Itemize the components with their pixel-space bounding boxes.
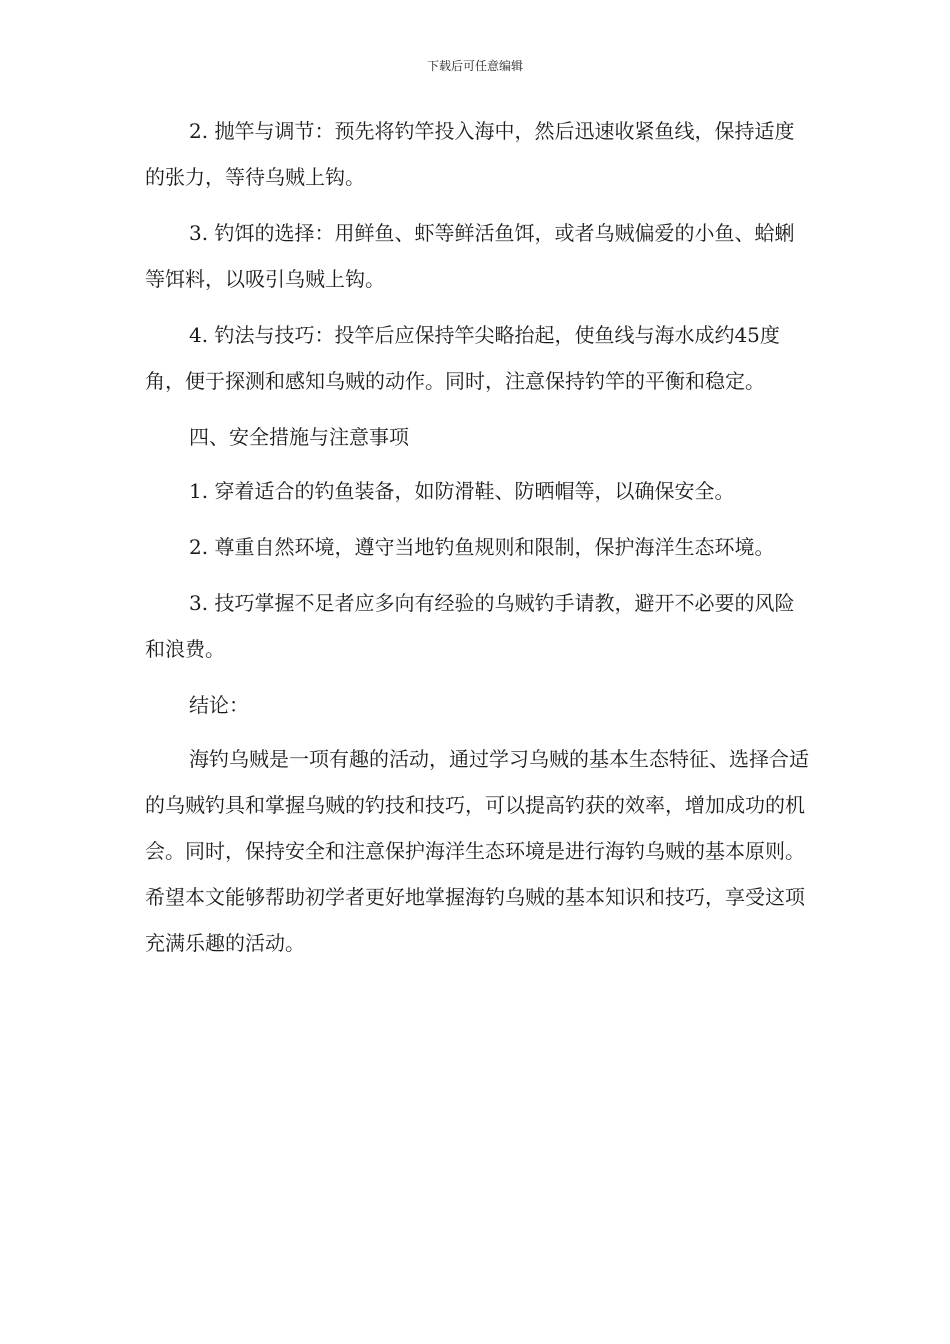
section-heading-conclusion: 结论： xyxy=(189,693,249,717)
paragraph-seek-advice: 3. 技巧掌握不足者应多向有经验的乌贼钓手请教，避开不必要的风险和浪费。 xyxy=(145,591,795,661)
document-body xyxy=(145,108,810,976)
paragraph-conclusion: 海钓乌贼是一项有趣的活动，通过学习乌贼的基本生态特征、选择合适的乌贼钓具和掌握乌贼的钓技和技巧，可以提高钓获的效率，增加成功的机会。同时，保持安全和注意保护海洋生态环境是进行海钓乌贼的基本原则。希望本文能够帮助初学者更好地掌握海钓乌贼的基本知识和技巧，享受这项充满乐趣的活动。 xyxy=(145,747,809,955)
paragraph-bait: 3. 钓饵的选择：用鲜鱼、虾等鲜活鱼饵，或者乌贼偏爱的小鱼、蛤蜊等饵料，以吸引乌贼上钩。 xyxy=(145,221,795,291)
paragraph-technique: 4. 钓法与技巧：投竿后应保持竿尖略抬起，使鱼线与海水成约45度角，便于探测和感知乌贼的动作。同时，注意保持钓竿的平衡和稳定。 xyxy=(145,323,780,393)
header-note: 下载后可任意编辑 xyxy=(426,59,523,73)
paragraph-casting: 2. 抛竿与调节：预先将钓竿投入海中，然后迅速收紧鱼线，保持适度的张力，等待乌贼上钩。 xyxy=(145,119,795,189)
paragraph-respect-nature: 2. 尊重自然环境，遵守当地钓鱼规则和限制，保护海洋生态环境。 xyxy=(189,535,775,559)
section-heading-safety: 四、安全措施与注意事项 xyxy=(189,425,409,449)
paragraph-safety-gear: 1. 穿着适合的钓鱼装备，如防滑鞋、防晒帽等，以确保安全。 xyxy=(189,479,735,503)
